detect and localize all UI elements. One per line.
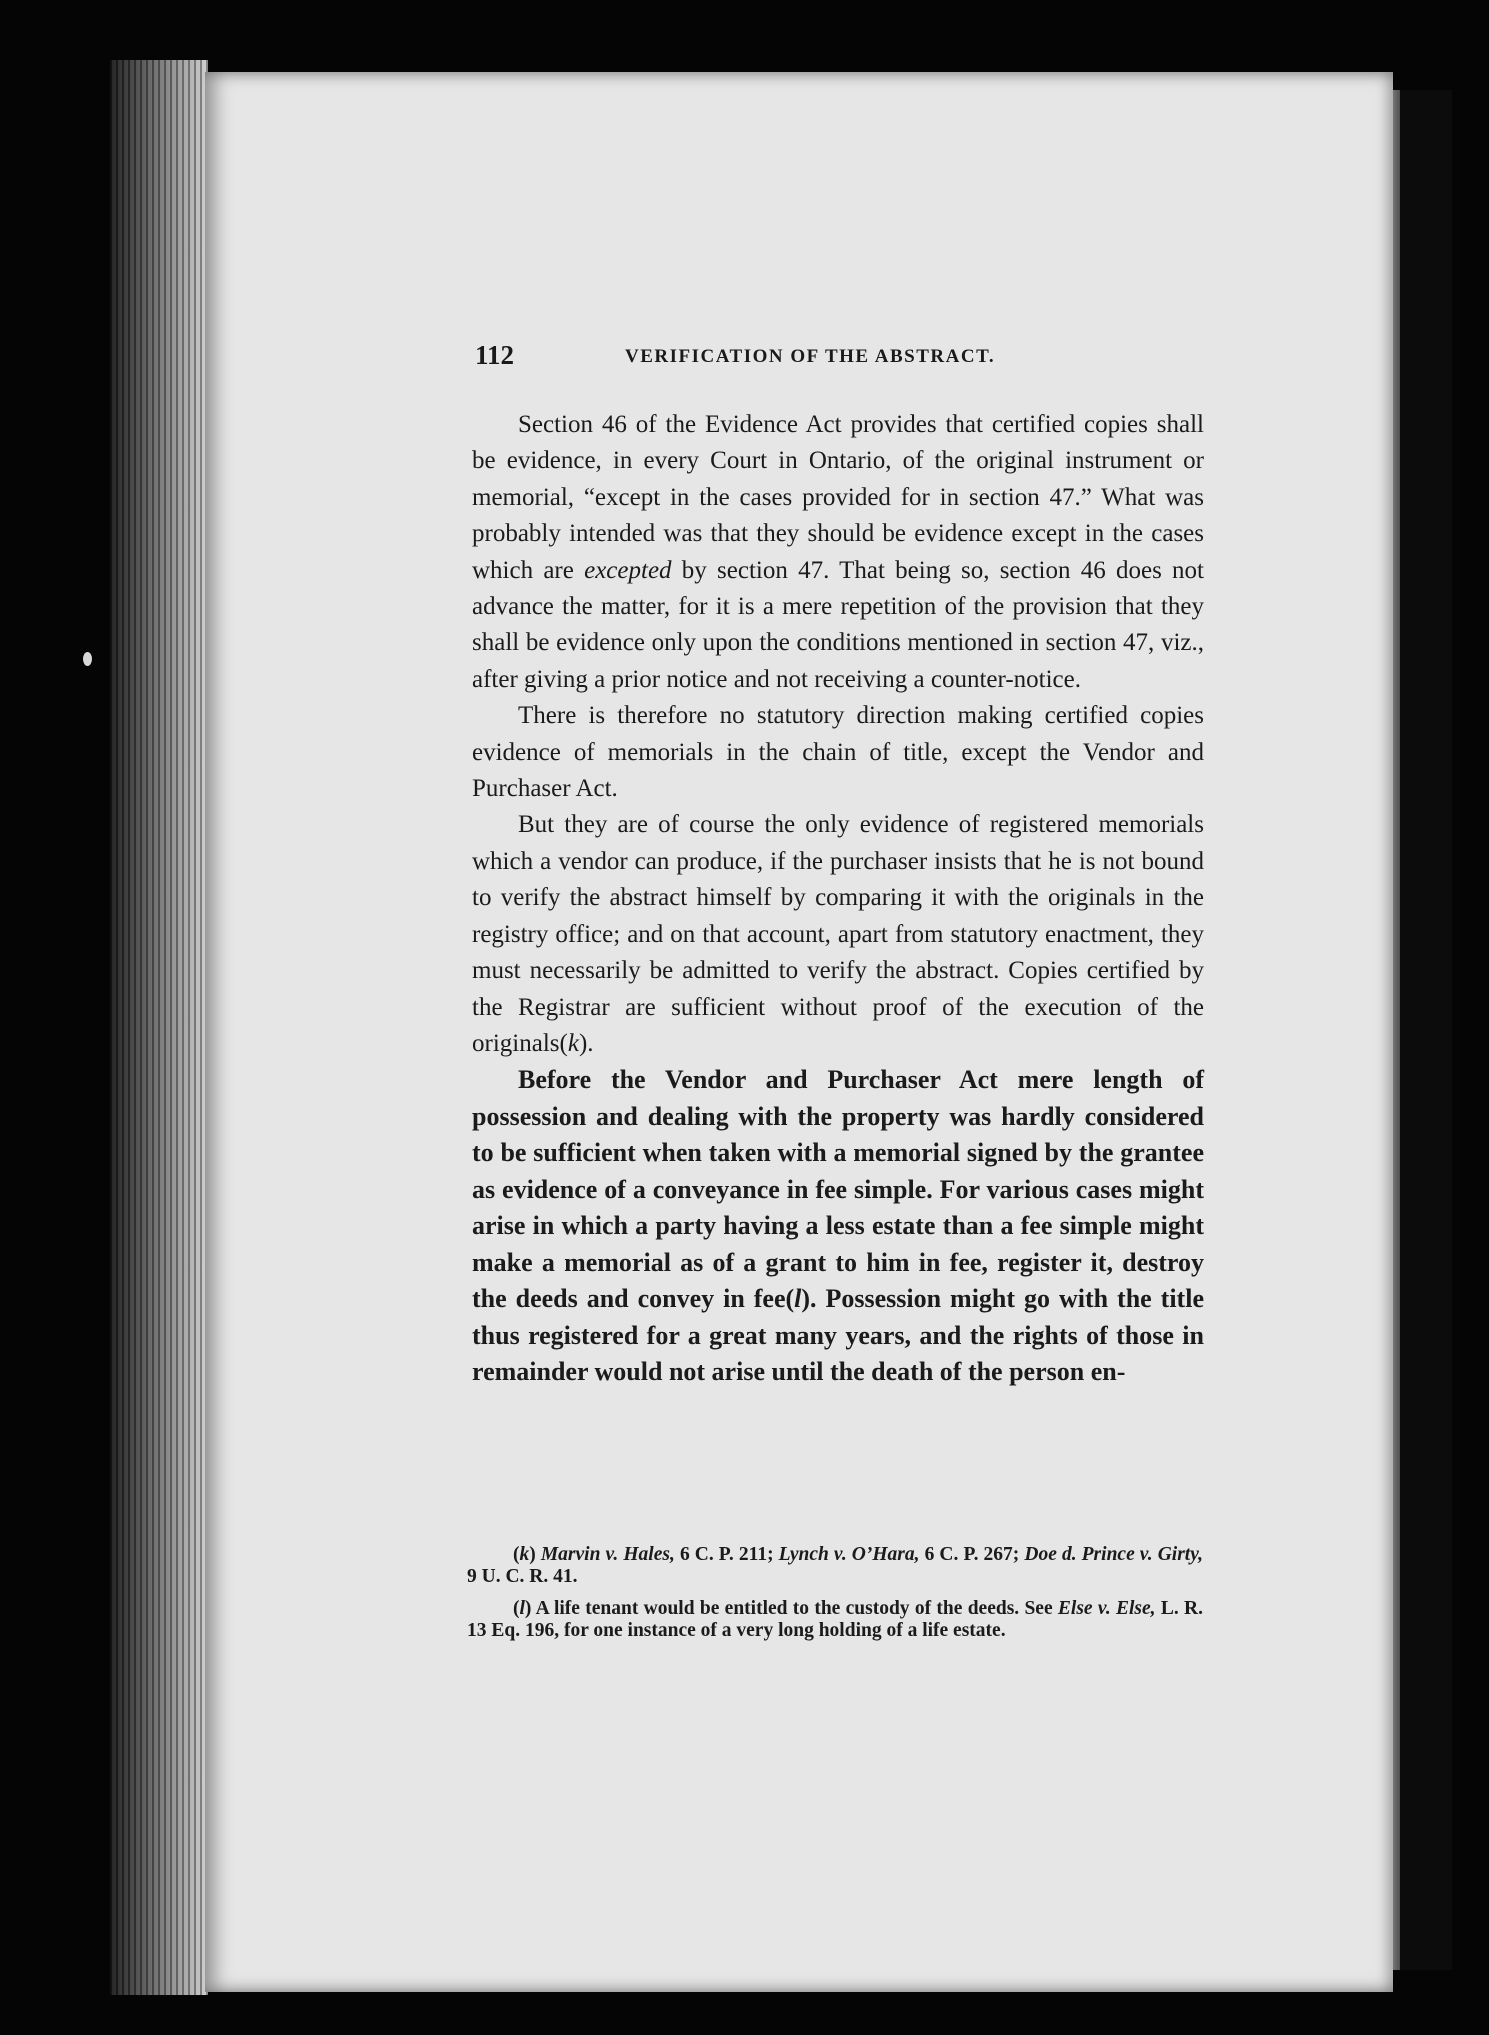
paragraph-section-46 xyxy=(472,407,1204,698)
paragraph-text: ). Possession might go with the title thus registered for a great many years, and the rights of those in remainder would not arise until the death of the person en- xyxy=(472,1284,1204,1387)
footnote-marker: l xyxy=(519,1598,525,1619)
citation: 6 C. P. 211; xyxy=(674,1544,779,1565)
paragraph-text: There is therefore no statutory direction making certified copies evidence of memorials in the chain of title, except the Vendor and Purchaser Act. xyxy=(472,702,1204,803)
emphasis-text: excepted xyxy=(584,556,672,584)
footnote-text: L. R. 13 Eq. 196, for one instance of a very long holding of a life estate. xyxy=(467,1598,1203,1641)
footnote-text: A life tenant would be entitled to the custody of the deeds. See xyxy=(531,1598,1058,1619)
facing-page-edge xyxy=(1400,90,1452,1970)
footnotes xyxy=(467,1544,1203,1652)
paragraph-text: ). xyxy=(578,1029,594,1057)
case-name: Lynch v. O’Hara, xyxy=(778,1544,920,1565)
footnote-ref-l: l xyxy=(794,1284,802,1314)
footnote-ref-k: k xyxy=(567,1029,579,1057)
page-number: 112 xyxy=(475,340,515,370)
scan-speck xyxy=(83,652,92,666)
footnote-marker: k xyxy=(519,1544,530,1565)
paragraph-text: Before the Vendor and Purchaser Act mere length of possession and dealing with the property was hardly considered to be sufficient when taken with a memorial signed by the grantee as evidence of a conveyance in fee simple. For various cases might arise in which a party having a less estate than a fee simple might make a memorial as of a grant to him in fee, register it, destroy the deeds and convey in fee( xyxy=(472,1065,1204,1314)
case-name: Marvin v. Hales, xyxy=(540,1544,675,1565)
running-title: VERIFICATION OF THE ABSTRACT. xyxy=(625,346,996,367)
paragraph-no-statutory-direction xyxy=(472,698,1204,807)
paragraph-registered-memorials xyxy=(472,807,1204,1062)
footnote-l: (l) A life tenant would be entitled to the custody of the deeds. See Else v. Else, L. R. 13 Eq. 196, for one instance of a very long holding of a life estate. xyxy=(467,1598,1203,1641)
page-header xyxy=(475,340,1035,380)
paragraph-text: But they are of course the only evidence of registered memorials which a vendor can produce, if the purchaser insists that he is not bound to verify the abstract himself by comparing it with the originals in the registry office; and on that account, apart from statutory enactment, they must necessarily be admitted to verify the abstract. Copies certified by the Registrar are sufficient without proof of the execution of the originals( xyxy=(472,811,1204,1057)
citation: 9 U. C. R. 41. xyxy=(467,1566,578,1587)
case-name: Else v. Else, xyxy=(1057,1598,1156,1619)
citation: 6 C. P. 267; xyxy=(919,1544,1025,1565)
book-binding-edge xyxy=(110,60,208,1995)
body-text xyxy=(472,407,1204,1391)
case-name: Doe d. Prince v. Girty, xyxy=(1024,1544,1204,1565)
paragraph-vendor-purchaser-act xyxy=(472,1062,1204,1391)
paragraph-text: by section 47. That being so, section 46 does not advance the matter, for it is a mere repetition of the provision that they shall be evidence only upon the conditions mentioned in section 47, viz., after giving a prior notice and not receiving a counter-notice. xyxy=(472,556,1204,693)
footnote-k: (k) Marvin v. Hales, 6 C. P. 211; Lynch v. O’Hara, 6 C. P. 267; Doe d. Prince v. Girty, 9 U. C. R. 41. xyxy=(467,1544,1204,1587)
paragraph-text: Section 46 of the Evidence Act provides that certified copies shall be evidence, in every Court in Ontario, of the original instrument or memorial, “except in the cases provided for in section 47.” What was probably intended was that they should be evidence except in the cases which are xyxy=(472,411,1204,584)
